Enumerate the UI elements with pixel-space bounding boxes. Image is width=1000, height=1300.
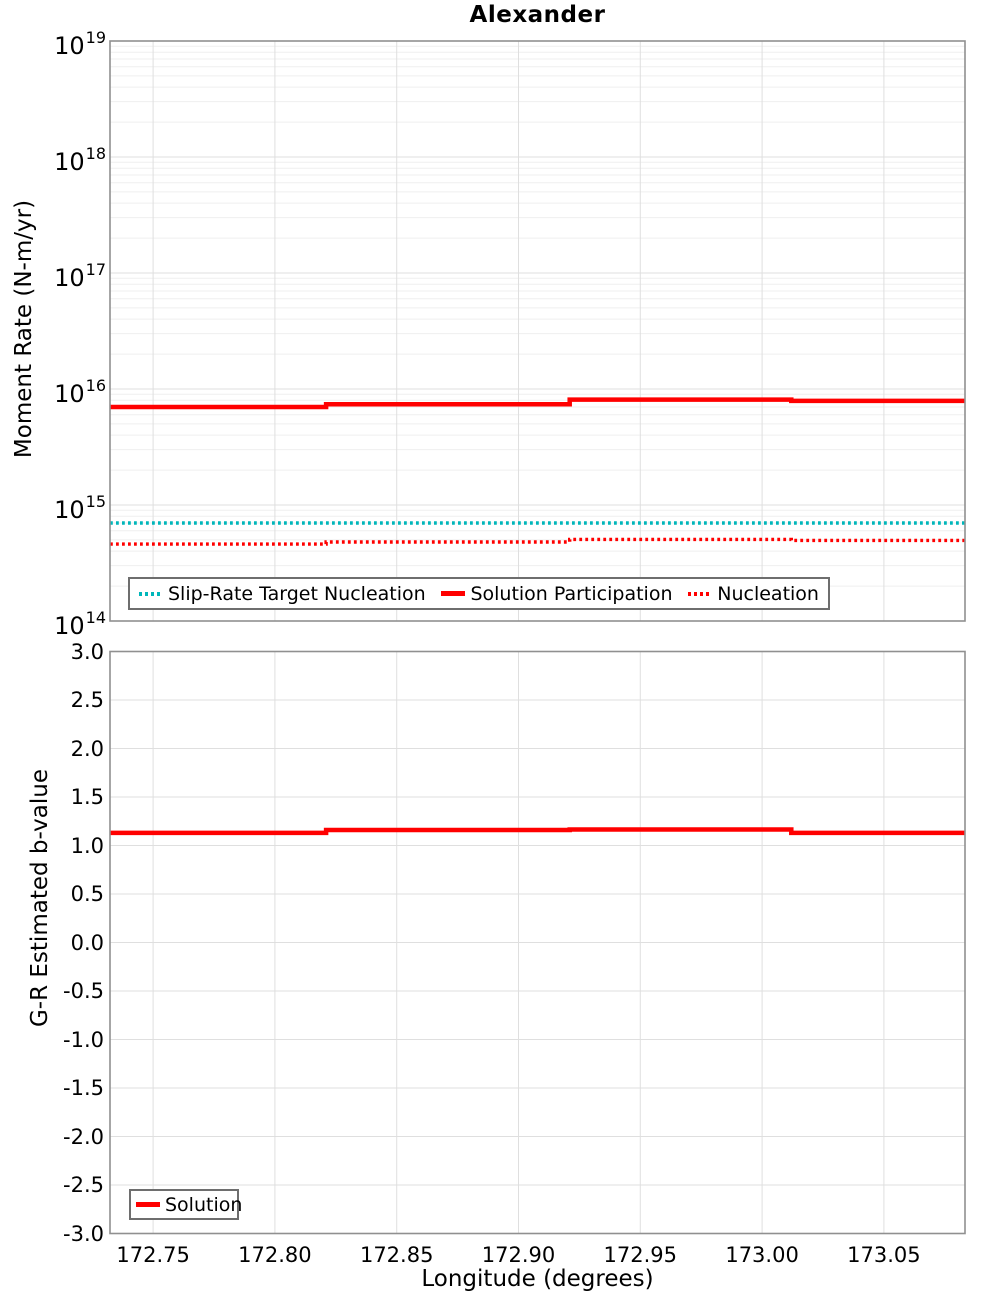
x-tick-label-172.85: 172.85	[359, 1243, 434, 1267]
y-tick-label-0.5: 0.5	[70, 882, 104, 906]
y-tick-label--1.0: -1.0	[63, 1027, 104, 1052]
y-tick-label-1.0: 1.0	[70, 833, 104, 858]
x-tick-label-172.95: 172.95	[603, 1243, 678, 1267]
legend-label: Solution	[165, 1193, 243, 1216]
y-tick-label--2.0: -2.0	[63, 1124, 104, 1149]
y-tick-label-1e18: $10^{18}$	[54, 144, 106, 176]
red-dotted-line-sample	[688, 592, 712, 596]
legend-item-solution	[136, 1194, 242, 1216]
x-tick-label-173.05: 173.05	[847, 1243, 921, 1267]
y-tick-label-2.0: 2.0	[70, 736, 104, 761]
y-tick-label-2.5: 2.5	[70, 688, 104, 712]
legend-label: Solution Participation	[470, 582, 673, 605]
y-tick-label-1e17: $10^{17}$	[54, 260, 106, 292]
teal-dotted-line-sample	[139, 592, 163, 596]
legend-label: Nucleation	[717, 582, 819, 605]
top-y-axis-label: Moment Rate (N-m/yr)	[11, 199, 37, 459]
x-tick-label-172.75: 172.75	[116, 1243, 190, 1267]
top-legend	[128, 577, 830, 610]
x-tick-label-173.00: 173.00	[725, 1243, 799, 1267]
top-panel-border	[110, 41, 965, 621]
y-tick-label--2.5: -2.5	[63, 1173, 104, 1197]
x-tick-label-172.90: 172.90	[481, 1243, 556, 1267]
series-solution	[110, 830, 965, 833]
y-tick-label--1.5: -1.5	[63, 1076, 104, 1100]
y-tick-label--0.5: -0.5	[63, 979, 104, 1003]
red-solid-line-sample	[136, 1202, 160, 1207]
legend-item-solution-participation	[441, 583, 672, 605]
y-tick-label-1e14: $10^{14}$	[54, 608, 106, 640]
y-tick-label--3.0: -3.0	[63, 1221, 104, 1246]
legend-label: Slip-Rate Target Nucleation	[168, 582, 426, 605]
y-tick-label-3.0: 3.0	[70, 639, 104, 664]
x-axis-label: Longitude (degrees)	[421, 1266, 654, 1292]
y-tick-label-1e16: $10^{16}$	[54, 376, 106, 408]
legend-item-slip-rate-target-nucleation	[139, 583, 426, 605]
bottom-y-axis-label: G-R Estimated b-value	[27, 768, 53, 1028]
bottom-legend	[129, 1189, 243, 1220]
legend-item-nucleation	[688, 583, 819, 605]
x-tick-label-172.80: 172.80	[238, 1243, 312, 1267]
red-solid-line-sample	[441, 591, 465, 596]
y-tick-label-0.0: 0.0	[70, 930, 104, 955]
y-tick-label-1e15: $10^{15}$	[54, 492, 106, 524]
chart-title: Alexander	[469, 2, 606, 28]
y-tick-label-1.5: 1.5	[70, 785, 104, 809]
y-tick-label-1e19: $10^{19}$	[54, 28, 106, 60]
